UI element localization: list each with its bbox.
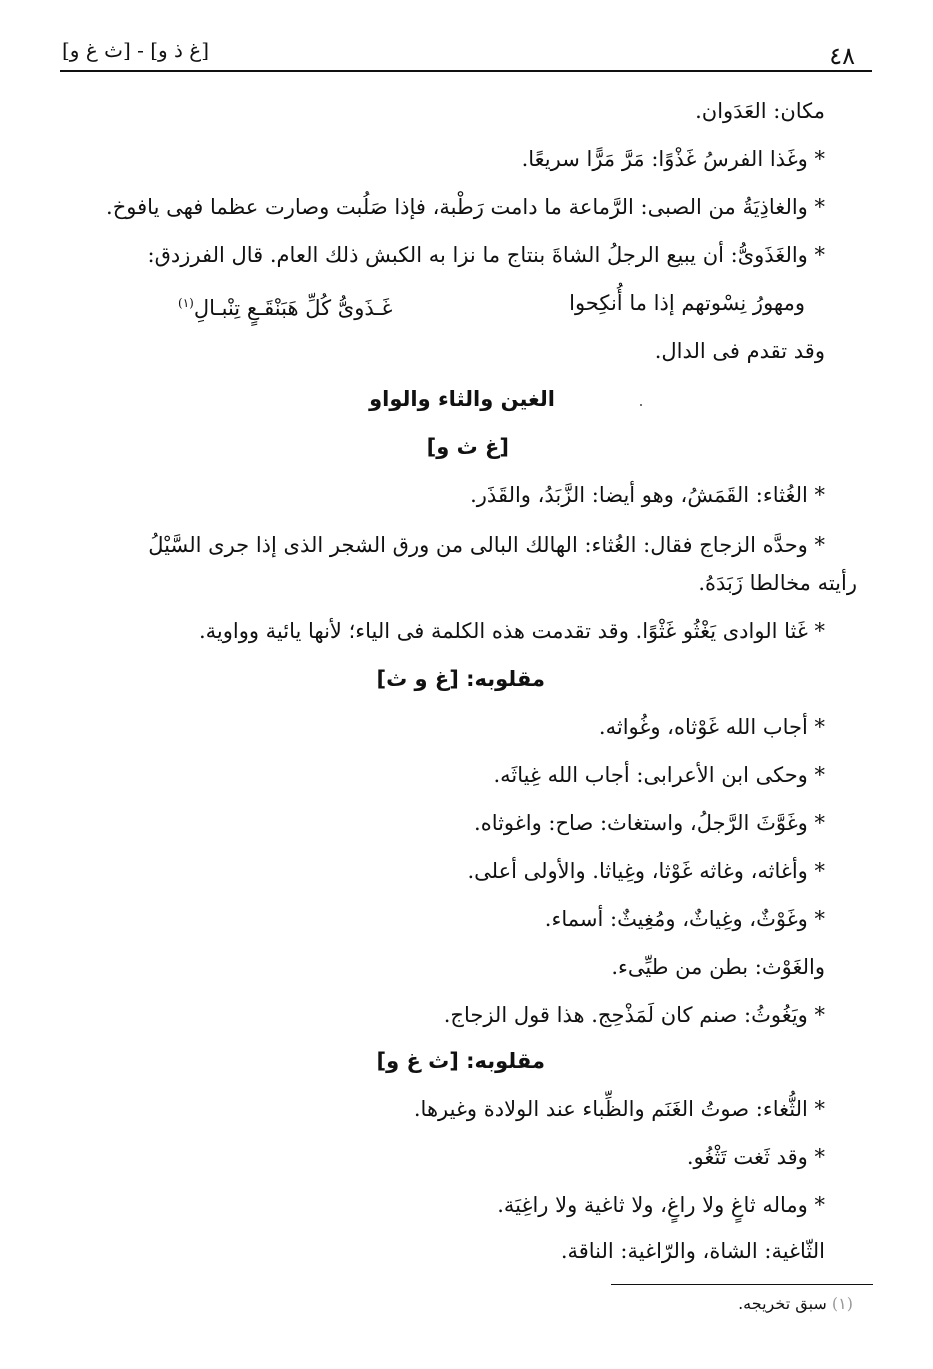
speck bbox=[640, 404, 642, 406]
text-line: * وقد ثَغت تَثْغُو. bbox=[686, 1145, 825, 1169]
text-line: * الغُثاء: القَمَشُ، وهو أيضا: الزَّبَدُ، والقَذَر. bbox=[470, 483, 825, 507]
running-header: [غ ذ و] - [ث غ و] bbox=[62, 38, 210, 62]
text-line: * وحدَّه الزجاج فقال: الغُثاء: الهالك البالى من ورق الشجر الذى إذا جرى السَّيْلُ bbox=[148, 533, 825, 557]
section-title: الغين والثاء والواو bbox=[369, 387, 555, 411]
text-line: الثّاغية: الشاة، والرّاغية: الناقة. bbox=[560, 1239, 825, 1263]
poem-second-hemistich bbox=[178, 288, 393, 323]
text-line: * والغَذَوىُّ: أن يبيع الرجلُ الشاةَ بنتاج ما نزا به الكبش ذلك العام. قال الفرزدق: bbox=[147, 243, 825, 267]
text-line: * غَثا الوادى يَغْثُو غَثْوًا. وقد تقدمت هذه الكلمة فى الياء؛ لأنها يائية وواوية. bbox=[198, 619, 825, 643]
text-line: * والغاذِيَةُ من الصبى: الرَّماعة ما دامت رَطْبة، فإذا صَلُبت وصارت عظما فهى يافوخ. bbox=[106, 195, 825, 219]
text-line: وقد تقدم فى الدال. bbox=[654, 339, 825, 363]
text-line: مكان: العَدَوان. bbox=[695, 99, 825, 123]
hemistich-text: غَـذَوىُّ كُلِّ هَبَنْقَـعٍ تِنْبـالِ bbox=[193, 296, 393, 320]
text-line: * وأغاثه، وغاثه غَوْثا، وغِياثا. والأولى أعلى. bbox=[467, 859, 825, 883]
root-heading-thghw: مقلوبه: [ث غ و] bbox=[376, 1049, 545, 1073]
root-heading-ghw: [غ ث و] bbox=[426, 435, 509, 459]
footnote-mark: (١) bbox=[831, 1294, 853, 1313]
text-line: والغَوْث: بطن من طيِّىء. bbox=[611, 955, 825, 979]
text-line: * وغَوْثٌ، وغِياثٌ، ومُغِيثٌ: أسماء. bbox=[544, 907, 825, 931]
text-line: * وغَوَّثَ الرَّجلُ، واستغاث: صاح: واغوثاه. bbox=[474, 811, 825, 835]
root-heading-ghwth: مقلوبه: [غ و ث] bbox=[376, 667, 545, 691]
text-line: * وحكى ابن الأعرابى: أجاب الله غِياثَه. bbox=[493, 763, 825, 787]
footnote bbox=[738, 1294, 853, 1313]
poem-first-hemistich: ومهورُ نِسْوتهم إذا ما أُنكِحوا bbox=[569, 291, 805, 315]
text-line: * وغَذا الفرسُ غَذْوًا: مَرَّ مَرًّا سريعًا. bbox=[521, 147, 825, 171]
header-rule bbox=[60, 70, 872, 72]
footnote-text: سبق تخريجه. bbox=[738, 1294, 827, 1313]
page-number: ٤٨ bbox=[829, 42, 855, 70]
text-line: * الثُّغاء: صوتُ الغَنَم والظِّباء عند الولادة وغيرها. bbox=[413, 1097, 825, 1121]
text-line: * ويَغُوثُ: صنم كان لَمَذْحِج. هذا قول الزجاج. bbox=[443, 1003, 825, 1027]
footnote-ref: (١) bbox=[178, 296, 194, 310]
footnote-rule bbox=[611, 1284, 873, 1285]
text-line: * وماله ثاغٍ ولا راغٍ، ولا ثاغية ولا راغِيَة. bbox=[497, 1193, 825, 1217]
text-line: * أجاب الله غَوْثاه، وغُواثه. bbox=[598, 715, 825, 739]
text-line: رأيته مخالطا زَبَدَهُ. bbox=[698, 571, 857, 595]
